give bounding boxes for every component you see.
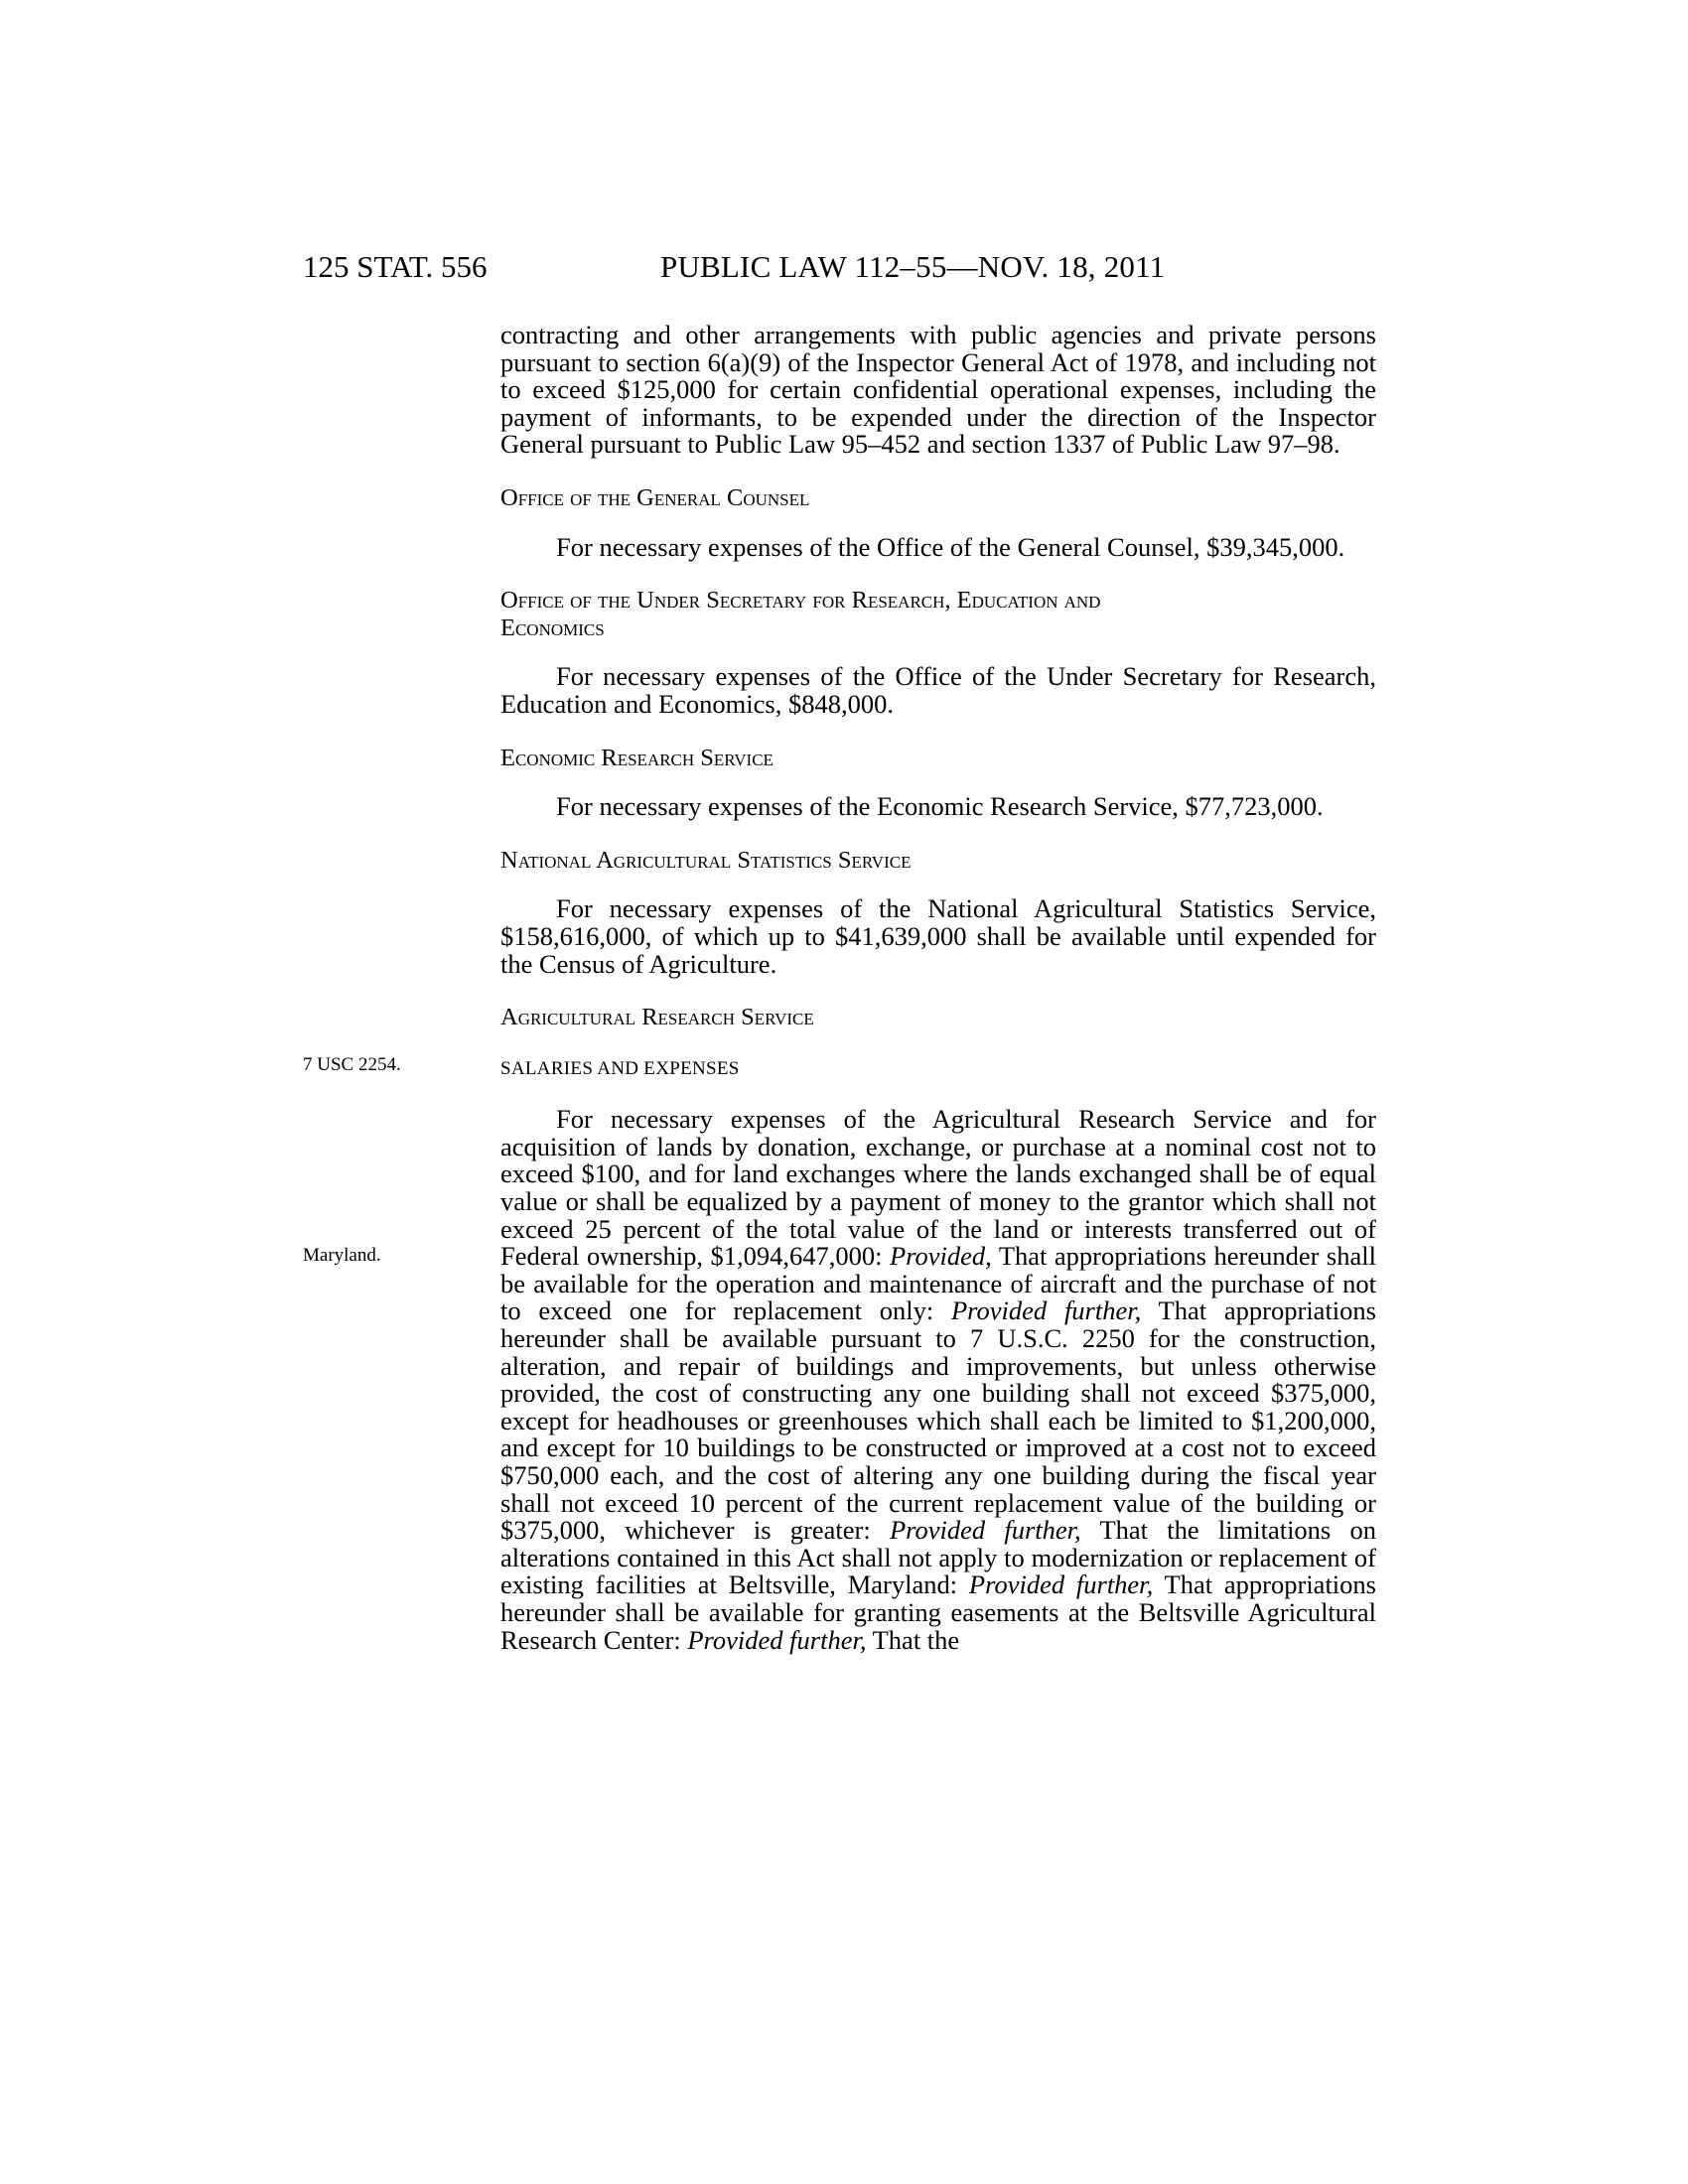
heading-ars: Agricultural Research Service [500, 1004, 814, 1031]
subheading-salaries-expenses: SALARIES AND EXPENSES [500, 1057, 740, 1079]
paragraph-economic-research: For necessary expenses of the Economic Research Service, $77,723,000. [556, 791, 1324, 822]
heading-under-secretary-line1: Office of the Under Secretary for Research, Education and [500, 587, 1101, 614]
body-column [500, 322, 1376, 1654]
margin-note-usc: 7 USC 2254. [303, 1054, 401, 1075]
ars-provided-3: Provided further, [889, 1515, 1081, 1546]
heading-general-counsel: Office of the General Counsel [500, 483, 810, 511]
margin-note-maryland: Maryland. [303, 1245, 381, 1266]
law-title: PUBLIC LAW 112–55—NOV. 18, 2011 [660, 249, 1166, 284]
paragraph-under-secretary: For necessary expenses of the Office of the Under Secretary for Research, Education and Economics, $848,000. [500, 661, 1376, 719]
ars-provided-2: Provided further, [951, 1296, 1142, 1326]
paragraph-ars [500, 1106, 1376, 1654]
ars-text-3: That appropriations hereunder shall be available pursuant to 7 U.S.C. 2250 for the construction, alteration, and repair of buildings and improvements, but unless otherwise provided, the cost of constructing any one building shall not exceed $375,000, except for headhouses or greenhouses which shall each be limited to $1,200,000, and except for 10 buildings to be constructed or improved at a cost not to exceed $750,000 each, and the cost of altering any one building during the fiscal year shall not exceed 10 percent of the current replacement value of the building or $375,000, whichever is greater: [500, 1296, 1376, 1546]
heading-under-secretary [500, 587, 1376, 641]
stat-page-number: 125 STAT. 556 [303, 249, 488, 284]
heading-under-secretary-line2: Economics [500, 614, 605, 641]
ars-provided-5: Provided further, [687, 1624, 867, 1655]
ars-text-5: That appropriations hereunder shall be available for granting easements at the Beltsville Agricultural Research Center: [500, 1570, 1376, 1655]
paragraph-general-counsel: For necessary expenses of the Office of the General Counsel, $39,345,000. [556, 531, 1345, 562]
ars-text-6: That the [866, 1624, 960, 1655]
intro-paragraph: contracting and other arrangements with public agencies and private persons pursuant to section 6(a)(9) of the Inspector General Act of 1978, and including not to exceed $125,000 for certain confidential operational expenses, including the payment of informants, to be expended under the direction of the Inspector General pursuant to Public Law 95–452 and section 1337 of Public Law 97–98. [500, 320, 1376, 460]
ars-text-4: That the limitations on alterations contained in this Act shall not apply to modernization or replacement of existing facilities at Beltsville, Maryland: [500, 1515, 1376, 1600]
ars-provided-1: Provided, [890, 1241, 992, 1272]
ars-provided-4: Provided further, [968, 1570, 1154, 1600]
ars-text-2: That appropriations hereunder shall be available for the operation and maintenance of aircraft and the purchase of not to exceed one for replacement only: [500, 1241, 1376, 1326]
paragraph-nass: For necessary expenses of the National Agricultural Statistics Service, $158,616,000, of which up to $41,639,000 shall be available until expended for the Census of Agriculture. [500, 893, 1376, 979]
heading-economic-research: Economic Research Service [500, 744, 774, 771]
ars-text-1: For necessary expenses of the Agricultural Research Service and for acquisition of lands by donation, exchange, or purchase at a nominal cost not to exceed $100, and for land exchanges where the lands exchanged shall be of equal value or shall be equalized by a payment of money to the grantor which shall not exceed 25 percent of the total value of the land or interests transferred out of Federal ownership, $1,094,647,000: [500, 1104, 1376, 1272]
heading-nass: National Agricultural Statistics Service [500, 846, 912, 874]
